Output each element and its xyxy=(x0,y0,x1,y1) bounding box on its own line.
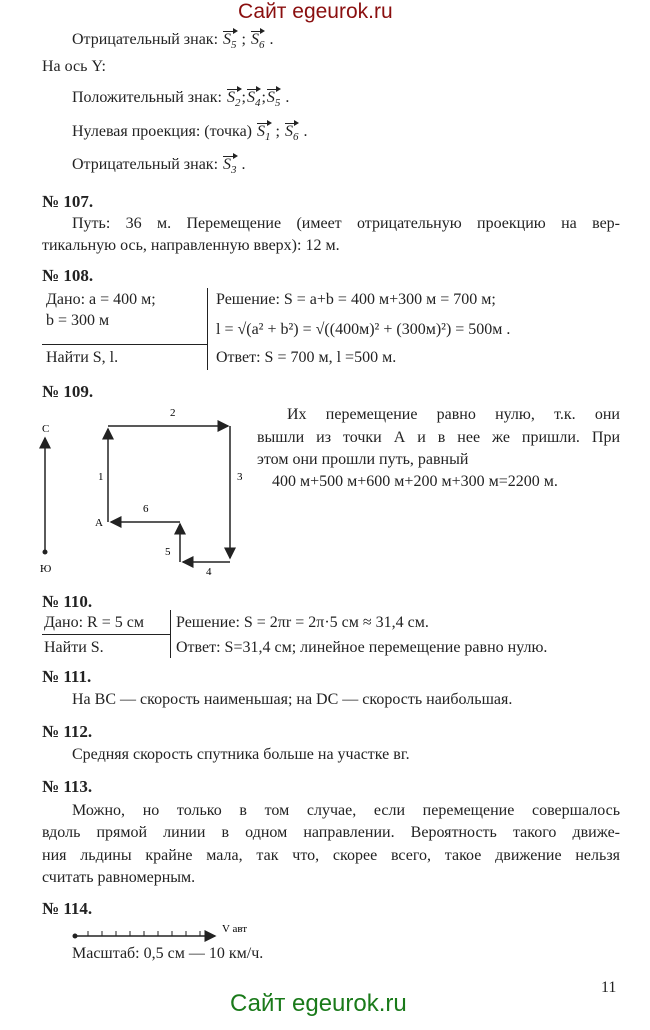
segment-4-label: 4 xyxy=(206,566,212,578)
problem-109-text3: этом они прошли путь, равный xyxy=(257,451,469,468)
neg-x-line: Отрицательный знак: $S_5$ ; $S_6$ . xyxy=(72,30,273,55)
watermark-bottom: Сайт egeurok.ru xyxy=(230,990,407,1017)
north-label: С xyxy=(42,423,50,435)
problem-114-scale: Масштаб: 0,5 см — 10 км/ч. xyxy=(72,945,264,962)
velocity-label: V авт xyxy=(222,923,248,935)
neg-y-line: Отрицательный знак: $S_3$ . xyxy=(72,155,246,180)
problem-113-number: № 113. xyxy=(42,777,93,796)
pos-y-label: Положительный знак: xyxy=(72,89,222,106)
problem-110-answer: Ответ: S=31,4 см; линейное перемещение равно нулю. xyxy=(176,639,548,656)
pos-y-line: Положительный знак: $S_2;S_4;S_5$ . xyxy=(72,88,289,113)
segment-3-label: 3 xyxy=(237,471,243,483)
problem-108-given-hline xyxy=(42,344,208,345)
point-a-label: А xyxy=(95,517,103,529)
problem-110-find: Найти S. xyxy=(44,639,104,656)
problem-109-text4: 400 м+500 м+600 м+200 м+300 м=2200 м. xyxy=(272,473,558,490)
problem-109-diagram xyxy=(30,400,260,580)
problem-110-given: Дано: R = 5 см xyxy=(44,614,144,631)
problem-112-number: № 112. xyxy=(42,722,93,741)
vector-s6b: $S_6$ xyxy=(284,122,300,147)
page-number: 11 xyxy=(601,979,617,996)
problem-107-number: № 107. xyxy=(42,192,94,211)
problem-113-line2: вдоль прямой линии в одном направлении. Вероятность такого движе- xyxy=(42,824,620,841)
zero-y-label: Нулевая проекция: (точка) xyxy=(72,123,253,140)
axis-origin-dot xyxy=(43,550,48,555)
vector-s5b: $S_5$ xyxy=(266,88,282,113)
segment-6-label: 6 xyxy=(143,503,149,515)
problem-108-number: № 108. xyxy=(42,266,94,285)
problem-108-answer: Ответ: S = 700 м, l =500 м. xyxy=(216,349,397,366)
problem-108-given2: b = 300 м xyxy=(46,312,110,329)
problem-112-text: Средняя скорость спутника больше на участке вг. xyxy=(72,746,410,763)
neg-x-label: Отрицательный знак: xyxy=(72,31,219,48)
vector-s5: $S_5$ xyxy=(222,30,238,55)
problem-109-text1: Их перемещение равно нулю, т.к. они xyxy=(287,406,620,423)
problem-113-line4: считать равномерным. xyxy=(42,869,196,886)
vector-s4: $S_4$ xyxy=(246,88,262,113)
problem-108-solution2: l = √(a² + b²) = √((400м)² + (300м)²) = 500м . xyxy=(216,321,511,338)
problem-107-line1: Путь: 36 м. Перемещение (имеет отрицательную проекцию на вер- xyxy=(72,215,620,232)
zero-y-line: Нулевая проекция: (точка) $S_1$ ; $S_6$ . xyxy=(72,122,307,147)
problem-110-number: № 110. xyxy=(42,592,93,611)
south-label: Ю xyxy=(40,563,52,575)
velocity-scale-arrow xyxy=(70,920,270,944)
vector-s2: $S_2$ xyxy=(226,88,242,113)
problem-111-number: № 111. xyxy=(42,667,92,686)
watermark-top: Сайт egeurok.ru xyxy=(238,0,393,23)
problem-108-given-vline xyxy=(207,288,208,370)
axis-y-label: На ось Y: xyxy=(42,58,106,75)
segment-1-label: 1 xyxy=(98,471,104,483)
neg-y-label: Отрицательный знак: xyxy=(72,156,219,173)
problem-108-find: Найти S, l. xyxy=(46,349,119,366)
problem-111-text: На BC — скорость наименьшая; на DC — скорость наибольшая. xyxy=(72,691,513,708)
problem-113-line1: Можно, но только в том случае, если перемещение совершалось xyxy=(72,802,620,819)
vector-s1: $S_1$ xyxy=(256,122,272,147)
problem-114-number: № 114. xyxy=(42,899,93,918)
problem-107-line2: тикальную ось, направленную вверх): 12 м. xyxy=(42,237,340,254)
problem-110-solution: Решение: S = 2πr = 2π·5 см ≈ 31,4 см. xyxy=(176,614,429,631)
problem-109-number: № 109. xyxy=(42,382,94,401)
problem-108-solution1: Решение: S = a+b = 400 м+300 м = 700 м; xyxy=(216,291,496,308)
vector-s3: $S_3$ xyxy=(222,155,238,180)
vector-s6: $S_6$ xyxy=(250,30,266,55)
problem-108-given1: Дано: a = 400 м; xyxy=(46,291,156,308)
problem-110-given-hline xyxy=(42,634,171,635)
problem-113-line3: ния льдины крайне мала, так что, скорее всего, такое движение нельзя xyxy=(42,847,620,864)
problem-109-text2: вышли из точки А и в нее же пришли. При xyxy=(257,429,620,446)
segment-2-label: 2 xyxy=(170,407,176,419)
segment-5-label: 5 xyxy=(165,546,171,558)
